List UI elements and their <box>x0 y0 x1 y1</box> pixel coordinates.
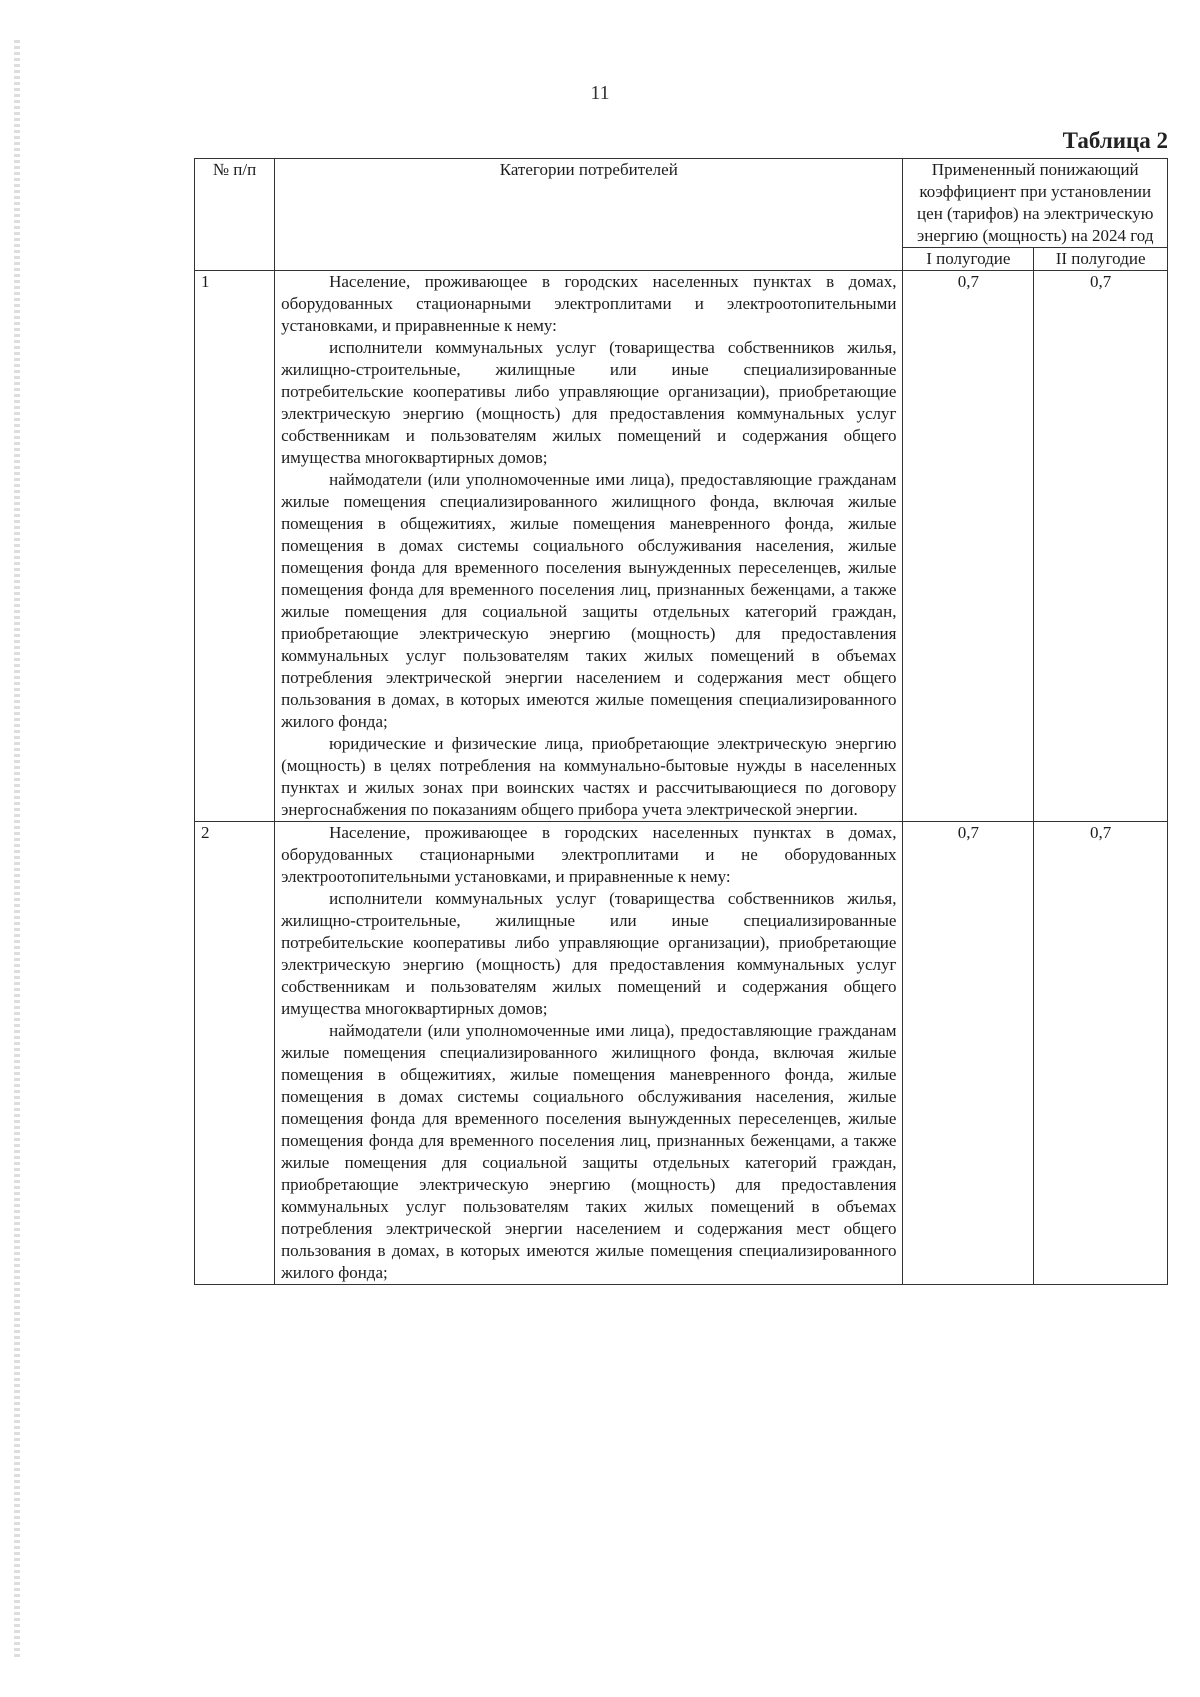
category-paragraph: исполнители коммунальных услуг (товарищества собственников жилья, жилищно-строительные, жилищные или иные специализированные потребительские кооперативы либо управляющие организации), приобретающие электрическую энергию (мощность) для предоставления коммунальных услуг собственникам и пользователям жилых помещений и содержания общего имущества многоквартирных домов; <box>281 889 897 1018</box>
table-caption: Таблица 2 <box>1062 128 1168 153</box>
table-row <box>195 822 1168 1285</box>
category-paragraph: Население, проживающее в городских населенных пунктах в домах, оборудованных стационарными электроплитами и электроотопительными установками, и приравненные к нему: <box>281 272 897 335</box>
header-half2: II полугодие <box>1034 248 1168 271</box>
row-half1-value: 0,7 <box>903 271 1034 822</box>
table-header-row <box>195 159 1168 248</box>
header-category: Категории потребителей <box>275 159 903 271</box>
category-paragraph: Население, проживающее в городских населенных пунктах в домах, оборудованных стационарными электроплитами и не оборудованных электроотопительными установками, и приравненные к нему: <box>281 823 897 886</box>
row-half2-value: 0,7 <box>1034 822 1168 1285</box>
header-coefficient: Примененный понижающий коэффициент при установлении цен (тарифов) на электрическую энергию (мощность) на 2024 год <box>903 159 1168 248</box>
row-category <box>275 271 903 822</box>
category-paragraph: наймодатели (или уполномоченные ими лица), предоставляющие гражданам жилые помещения специализированного жилищного фонда, включая жилые помещения в общежитиях, жилые помещения маневренного фонда, жилые помещения в домах системы социального обслуживания населения, жилые помещения фонда для временного поселения вынужденных переселенцев, жилые помещения фонда для временного поселения лиц, признанных беженцами, а также жилые помещения для социальной защиты отдельных категорий граждан, приобретающие электрическую энергию (мощность) для предоставления коммунальных услуг пользователям таких жилых помещений в объемах потребления электрической энергии населением и содержания мест общего пользования в домах, в которых имеются жилые помещения специализированного жилого фонда; <box>281 470 897 731</box>
table-row <box>195 271 1168 822</box>
row-half2-value: 0,7 <box>1034 271 1168 822</box>
row-category <box>275 822 903 1285</box>
page-number: 11 <box>590 82 610 104</box>
row-number: 1 <box>195 271 275 822</box>
category-paragraph: наймодатели (или уполномоченные ими лица), предоставляющие гражданам жилые помещения специализированного жилищного фонда, включая жилые помещения в общежитиях, жилые помещения маневренного фонда, жилые помещения в домах системы социального обслуживания населения, жилые помещения фонда для временного поселения вынужденных переселенцев, жилые помещения фонда для временного поселения лиц, признанных беженцами, а также жилые помещения для социальной защиты отдельных категорий граждан, приобретающие электрическую энергию (мощность) для предоставления коммунальных услуг пользователям таких жилых помещений в объемах потребления электрической энергии населением и содержания мест общего пользования в домах, в которых имеются жилые помещения специализированного жилого фонда; <box>281 1021 897 1282</box>
coefficients-table <box>194 158 1168 1285</box>
category-paragraph: юридические и физические лица, приобретающие электрическую энергию (мощность) в целях потребления на коммунально-бытовые нужды в населенных пунктах и жилых зонах при воинских частях и рассчитывающиеся по договору энергоснабжения по показаниям общего прибора учета электрической энергии. <box>281 734 897 819</box>
row-half1-value: 0,7 <box>903 822 1034 1285</box>
header-half1: I полугодие <box>903 248 1034 271</box>
row-number: 2 <box>195 822 275 1285</box>
category-paragraph: исполнители коммунальных услуг (товарищества собственников жилья, жилищно-строительные, жилищные или иные специализированные потребительские кооперативы либо управляющие организации), приобретающие электрическую энергию (мощность) для предоставления коммунальных услуг собственникам и пользователям жилых помещений и содержания общего имущества многоквартирных домов; <box>281 338 897 467</box>
scan-edge-artifact <box>14 40 20 1660</box>
header-num: № п/п <box>195 159 275 271</box>
